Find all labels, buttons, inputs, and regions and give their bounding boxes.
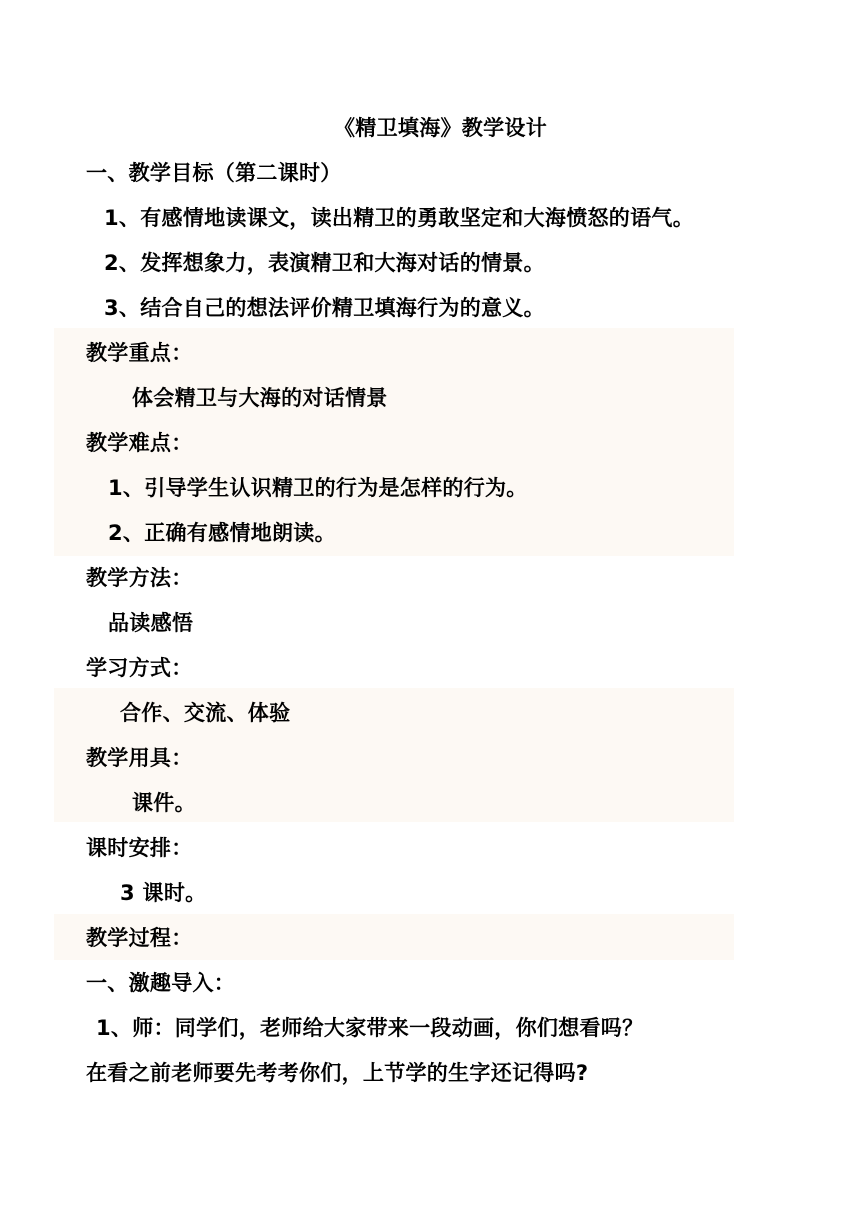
difficulty-item-1: 1、引导学生认识精卫的行为是怎样的行为。 bbox=[108, 476, 528, 500]
difficulty-item-2: 2、正确有感情地朗读。 bbox=[108, 521, 336, 545]
tools-content: 课件。 bbox=[132, 791, 196, 815]
objective-item-3: 3、结合自己的想法评价精卫填海行为的意义。 bbox=[104, 296, 545, 320]
objective-item-2: 2、发挥想象力，表演精卫和大海对话的情景。 bbox=[104, 251, 545, 275]
method-content: 品读感悟 bbox=[108, 611, 194, 635]
objective-item-1: 1、有感情地读课文，读出精卫的勇敢坚定和大海愤怒的语气。 bbox=[104, 206, 695, 230]
learning-style-heading: 学习方式： bbox=[86, 656, 193, 680]
schedule-heading: 课时安排： bbox=[86, 836, 193, 860]
key-points-content: 体会精卫与大海的对话情景 bbox=[132, 386, 388, 410]
objectives-heading: 一、教学目标（第二课时） bbox=[86, 161, 342, 185]
learning-style-content: 合作、交流、体验 bbox=[120, 701, 291, 725]
document-title: 《精卫填海》教学设计 bbox=[334, 116, 547, 140]
process-section1-line-2: 在看之前老师要先考考你们，上节学的生字还记得吗? bbox=[86, 1061, 589, 1085]
method-heading: 教学方法： bbox=[86, 566, 193, 590]
key-points-heading: 教学重点： bbox=[86, 341, 193, 365]
tools-heading: 教学用具： bbox=[86, 746, 193, 770]
process-section1-heading: 一、激趣导入： bbox=[86, 971, 236, 995]
process-heading: 教学过程： bbox=[86, 926, 193, 950]
process-section1-line-1: 1、师：同学们，老师给大家带来一段动画，你们想看吗？ bbox=[96, 1016, 644, 1040]
schedule-content: 3 课时。 bbox=[120, 881, 207, 905]
difficulties-heading: 教学难点： bbox=[86, 431, 193, 455]
